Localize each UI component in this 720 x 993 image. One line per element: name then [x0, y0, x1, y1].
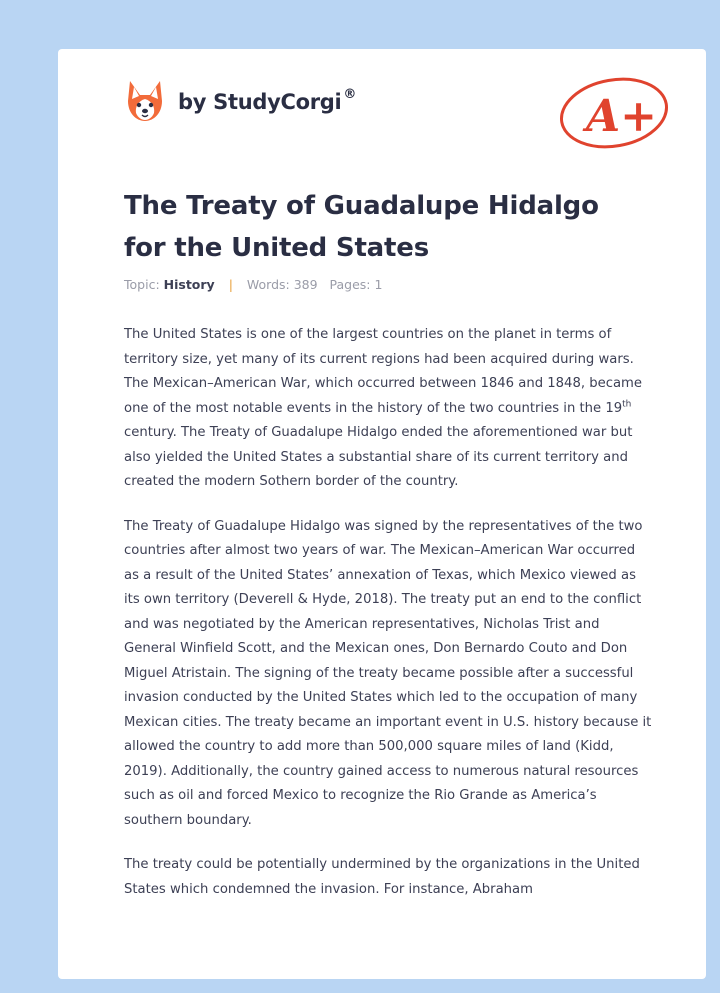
document-body — [124, 323, 654, 922]
studycorgi-logo[interactable] — [124, 79, 356, 125]
meta-separator: | — [228, 277, 233, 292]
brand-name: by StudyCorgi ® — [178, 87, 357, 114]
words-label: Words: — [246, 277, 290, 292]
grade-badge — [556, 73, 672, 155]
topic-label: Topic: — [124, 277, 160, 292]
document-title: The Treaty of Guadalupe Hidalgo for the United States — [124, 191, 599, 263]
document-meta — [124, 277, 382, 292]
pages-label: Pages: — [329, 277, 371, 292]
paragraph-3: The treaty could be potentially undermined by the organizations in the United States which condemned the invasion. For instance, Abraham — [124, 857, 640, 897]
corgi-logo-icon — [124, 79, 166, 125]
words-value: 389 — [293, 277, 318, 292]
pages-value: 1 — [374, 277, 383, 292]
document-page — [58, 49, 706, 979]
grade-badge-text: A+ — [586, 91, 658, 142]
topic-value[interactable]: History — [163, 277, 215, 292]
paragraph-1: The United States is one of the largest countries on the planet in terms of territory size, yet many of its current regions had been acquired during wars. The Mexican–American War, which occurred between 1846 and 1848, became one of the most notable events in the history of the two countries in the 19th century. The Treaty of Guadalupe Hidalgo ended the aforementioned war but also yielded the United States a substantial share of its current territory and created the modern Sothern border of the country. — [124, 327, 642, 489]
paragraph-2: The Treaty of Guadalupe Hidalgo was signed by the representatives of the two countries after almost two years of war. The Mexican–American War occurred as a result of the United States’ annexation of Texas, which Mexico viewed as its own territory (Deverell & Hyde, 2018). The treaty put an end to the conflict and was negotiated by the American representatives, Nicholas Trist and General Winfield Scott, and the Mexican ones, Don Bernardo Couto and Don Miguel Atristain. The signing of the treaty became possible after a successful invasion conducted by the United States which led to the occupation of many Mexican cities. The treaty became an important event in U.S. history because it allowed the country to add more than 500,000 square miles of land (Kidd, 2019). Additionally, the country gained access to numerous natural resources such as oil and forced Mexico to recognize the Rio Grande as America’s southern boundary. — [124, 518, 652, 828]
